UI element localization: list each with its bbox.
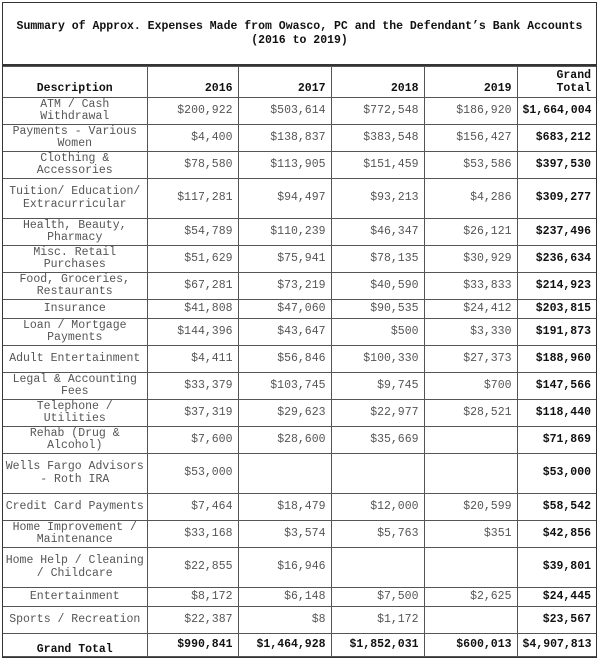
cell-2019	[424, 454, 517, 494]
header-grand-total: Grand Total	[517, 67, 596, 98]
cell-2018: $46,347	[331, 219, 424, 246]
cell-2016: $4,400	[147, 125, 238, 152]
grand-total-overall: $4,907,813	[517, 634, 596, 657]
cell-2019: $33,833	[424, 273, 517, 300]
cell-2018: $22,977	[331, 400, 424, 427]
cell-2019	[424, 427, 517, 454]
table-row	[3, 179, 596, 219]
table-row	[3, 521, 596, 548]
grand-total-row	[3, 634, 596, 657]
row-description: ATM / Cash Withdrawal	[3, 98, 147, 125]
cell-2019: $2,625	[424, 588, 517, 607]
row-description: Loan / Mortgage Payments	[3, 319, 147, 346]
table-title	[3, 3, 596, 66]
cell-2017: $28,600	[238, 427, 331, 454]
cell-2017: $29,623	[238, 400, 331, 427]
cell-grand-total: $23,567	[517, 607, 596, 634]
row-description: Wells Fargo Advisors - Roth IRA	[3, 454, 147, 494]
cell-2018: $383,548	[331, 125, 424, 152]
grand-total-2019: $600,013	[424, 634, 517, 657]
cell-grand-total: $71,869	[517, 427, 596, 454]
cell-2019: $351	[424, 521, 517, 548]
cell-2019: $28,521	[424, 400, 517, 427]
row-description: Insurance	[3, 300, 147, 319]
cell-grand-total: $24,445	[517, 588, 596, 607]
table-row	[3, 427, 596, 454]
table-row	[3, 346, 596, 373]
cell-2018: $90,535	[331, 300, 424, 319]
cell-2016: $78,580	[147, 152, 238, 179]
cell-2016: $33,379	[147, 373, 238, 400]
cell-grand-total: $39,801	[517, 548, 596, 588]
cell-2019: $4,286	[424, 179, 517, 219]
row-description: Sports / Recreation	[3, 607, 147, 634]
cell-2016: $41,808	[147, 300, 238, 319]
cell-2017: $43,647	[238, 319, 331, 346]
table-row	[3, 98, 596, 125]
cell-2018	[331, 454, 424, 494]
row-description: Adult Entertainment	[3, 346, 147, 373]
header-description: Description	[3, 67, 147, 98]
cell-2018: $772,548	[331, 98, 424, 125]
row-description: Entertainment	[3, 588, 147, 607]
cell-2019: $700	[424, 373, 517, 400]
cell-2017: $3,574	[238, 521, 331, 548]
header-2018: 2018	[331, 67, 424, 98]
cell-2019: $186,920	[424, 98, 517, 125]
cell-2017: $113,905	[238, 152, 331, 179]
cell-2018: $1,172	[331, 607, 424, 634]
cell-2016: $54,789	[147, 219, 238, 246]
grand-total-2017: $1,464,928	[238, 634, 331, 657]
cell-grand-total: $203,815	[517, 300, 596, 319]
table-row	[3, 273, 596, 300]
cell-2019: $27,373	[424, 346, 517, 373]
row-description: Payments - Various Women	[3, 125, 147, 152]
cell-2017: $94,497	[238, 179, 331, 219]
cell-2018: $9,745	[331, 373, 424, 400]
row-description: Tuition/ Education/ Extracurricular	[3, 179, 147, 219]
cell-2017: $503,614	[238, 98, 331, 125]
cell-2018: $5,763	[331, 521, 424, 548]
cell-2018: $93,213	[331, 179, 424, 219]
cell-2016: $22,855	[147, 548, 238, 588]
table-row	[3, 246, 596, 273]
cell-2018: $7,500	[331, 588, 424, 607]
cell-2016: $53,000	[147, 454, 238, 494]
row-description: Health, Beauty, Pharmacy	[3, 219, 147, 246]
row-description: Clothing & Accessories	[3, 152, 147, 179]
cell-grand-total: $53,000	[517, 454, 596, 494]
expenses-table	[3, 66, 596, 657]
row-description: Rehab (Drug & Alcohol)	[3, 427, 147, 454]
cell-grand-total: $309,277	[517, 179, 596, 219]
cell-2019	[424, 607, 517, 634]
cell-2018	[331, 548, 424, 588]
cell-2018: $35,669	[331, 427, 424, 454]
cell-2017: $103,745	[238, 373, 331, 400]
cell-grand-total: $214,923	[517, 273, 596, 300]
cell-2019: $156,427	[424, 125, 517, 152]
cell-2017: $56,846	[238, 346, 331, 373]
table-row	[3, 373, 596, 400]
table-row	[3, 219, 596, 246]
cell-2019: $26,121	[424, 219, 517, 246]
grand-total-label: Grand Total	[3, 634, 147, 657]
row-description: Telephone / Utilities	[3, 400, 147, 427]
cell-2016: $7,464	[147, 494, 238, 521]
cell-2019: $24,412	[424, 300, 517, 319]
cell-2017: $138,837	[238, 125, 331, 152]
cell-2016: $33,168	[147, 521, 238, 548]
cell-2017: $16,946	[238, 548, 331, 588]
grand-total-2018: $1,852,031	[331, 634, 424, 657]
row-description: Legal & Accounting Fees	[3, 373, 147, 400]
cell-2016: $8,172	[147, 588, 238, 607]
cell-2017	[238, 454, 331, 494]
cell-2016: $144,396	[147, 319, 238, 346]
table-row	[3, 152, 596, 179]
cell-2018: $78,135	[331, 246, 424, 273]
cell-grand-total: $42,856	[517, 521, 596, 548]
cell-grand-total: $237,496	[517, 219, 596, 246]
cell-grand-total: $191,873	[517, 319, 596, 346]
header-2019: 2019	[424, 67, 517, 98]
cell-2019	[424, 548, 517, 588]
cell-grand-total: $58,542	[517, 494, 596, 521]
table-row	[3, 607, 596, 634]
cell-2019: $3,330	[424, 319, 517, 346]
expense-summary-document	[2, 2, 597, 658]
grand-total-2016: $990,841	[147, 634, 238, 657]
row-description: Home Improvement / Maintenance	[3, 521, 147, 548]
cell-2016: $22,387	[147, 607, 238, 634]
cell-2016: $200,922	[147, 98, 238, 125]
header-row	[3, 67, 596, 98]
table-row	[3, 454, 596, 494]
cell-grand-total: $147,566	[517, 373, 596, 400]
cell-2017: $73,219	[238, 273, 331, 300]
header-2016: 2016	[147, 67, 238, 98]
row-description: Credit Card Payments	[3, 494, 147, 521]
title-line-2: (2016 to 2019)	[251, 33, 348, 47]
table-row	[3, 319, 596, 346]
cell-2018: $40,590	[331, 273, 424, 300]
cell-grand-total: $397,530	[517, 152, 596, 179]
cell-2017: $75,941	[238, 246, 331, 273]
cell-2019: $20,599	[424, 494, 517, 521]
cell-2017: $18,479	[238, 494, 331, 521]
cell-2016: $37,319	[147, 400, 238, 427]
cell-2018: $100,330	[331, 346, 424, 373]
table-row	[3, 300, 596, 319]
cell-2016: $4,411	[147, 346, 238, 373]
cell-2017: $47,060	[238, 300, 331, 319]
cell-grand-total: $118,440	[517, 400, 596, 427]
cell-2017: $110,239	[238, 219, 331, 246]
cell-2018: $151,459	[331, 152, 424, 179]
title-line-1: Summary of Approx. Expenses Made from Owasco, PC and the Defendant’s Bank Accounts	[16, 19, 583, 33]
table-row	[3, 125, 596, 152]
table-row	[3, 400, 596, 427]
table-row	[3, 588, 596, 607]
cell-grand-total: $1,664,004	[517, 98, 596, 125]
cell-2017: $6,148	[238, 588, 331, 607]
table-row	[3, 494, 596, 521]
cell-2016: $117,281	[147, 179, 238, 219]
cell-2017: $8	[238, 607, 331, 634]
cell-2016: $7,600	[147, 427, 238, 454]
cell-2019: $53,586	[424, 152, 517, 179]
cell-2016: $51,629	[147, 246, 238, 273]
row-description: Home Help / Cleaning / Childcare	[3, 548, 147, 588]
table-row	[3, 548, 596, 588]
cell-grand-total: $683,212	[517, 125, 596, 152]
row-description: Misc. Retail Purchases	[3, 246, 147, 273]
row-description: Food, Groceries, Restaurants	[3, 273, 147, 300]
cell-grand-total: $236,634	[517, 246, 596, 273]
cell-2016: $67,281	[147, 273, 238, 300]
cell-grand-total: $188,960	[517, 346, 596, 373]
cell-2018: $500	[331, 319, 424, 346]
header-2017: 2017	[238, 67, 331, 98]
cell-2019: $30,929	[424, 246, 517, 273]
cell-2018: $12,000	[331, 494, 424, 521]
